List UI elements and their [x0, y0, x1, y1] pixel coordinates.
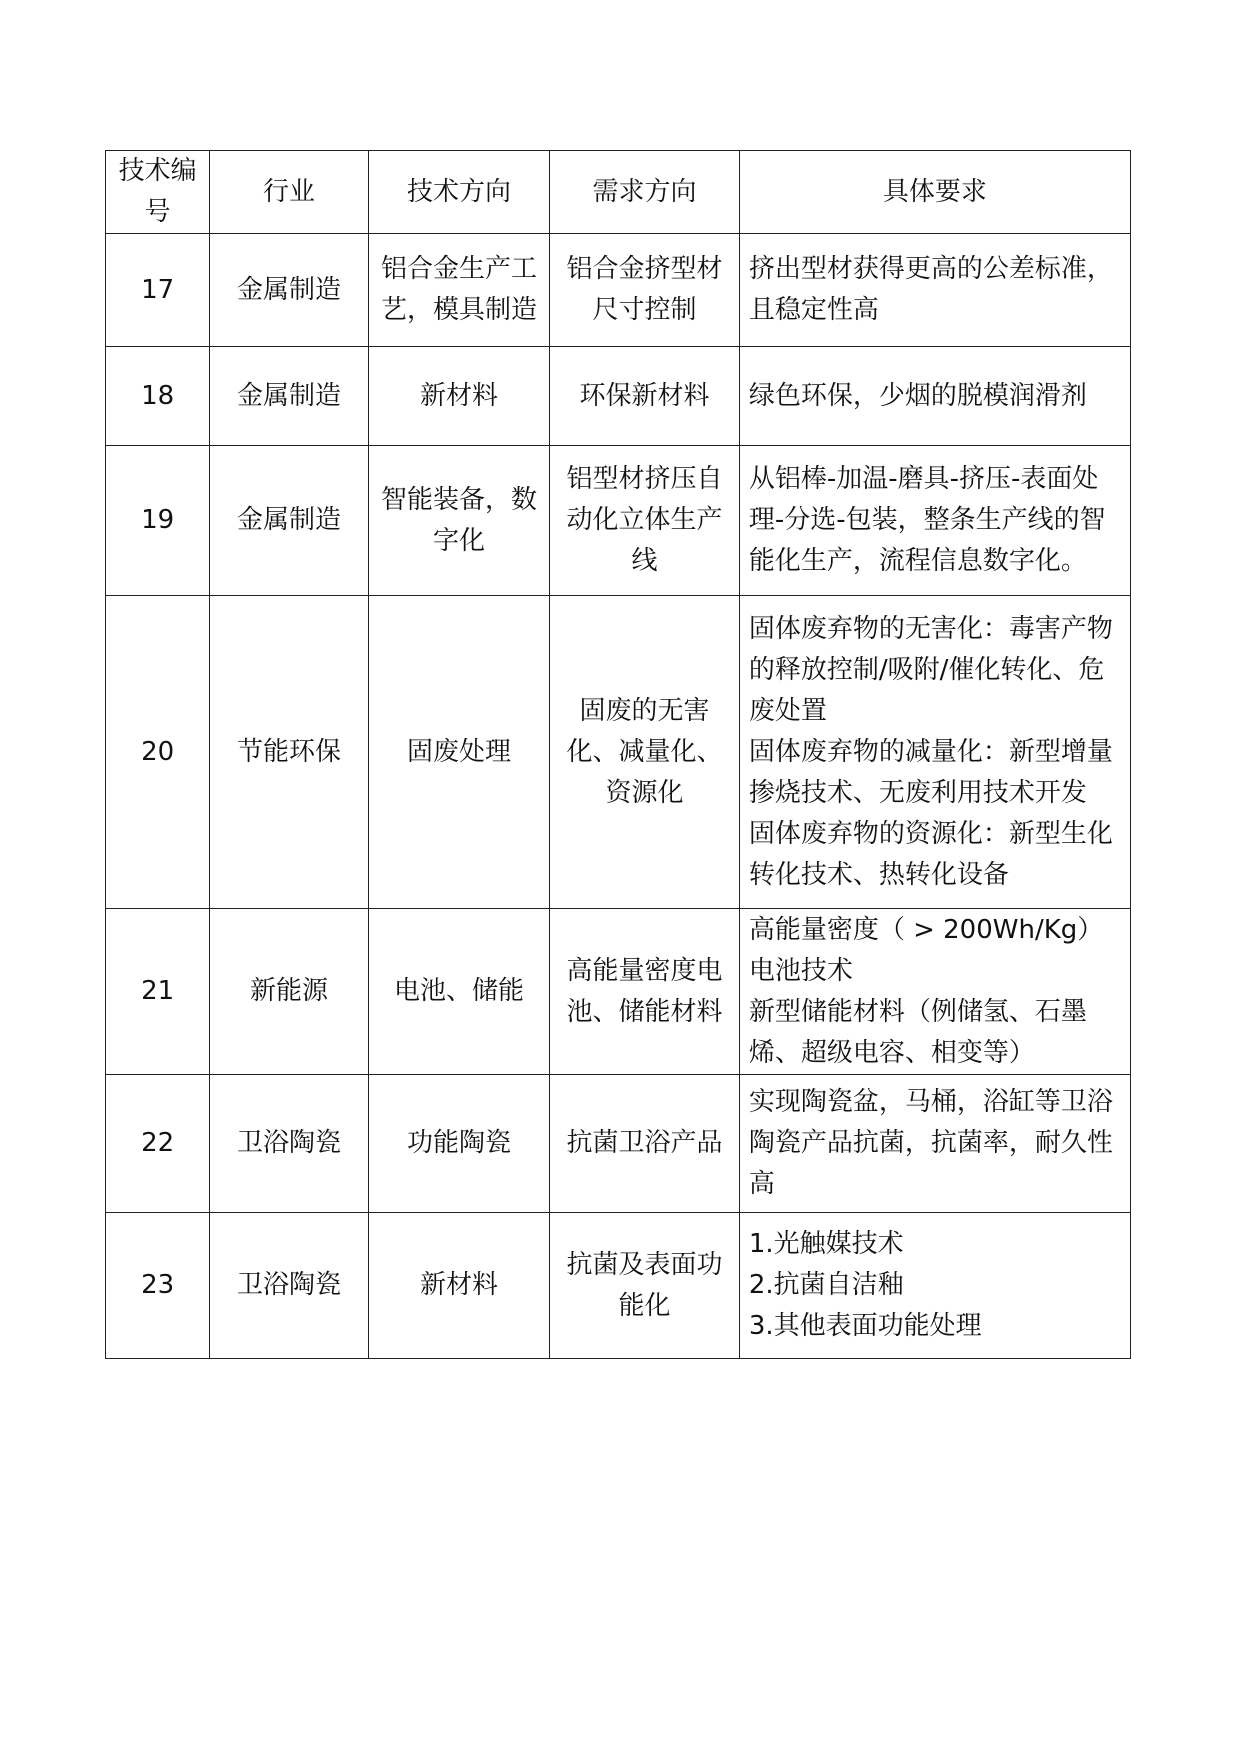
cell-industry: 金属制造 — [210, 347, 368, 446]
header-industry: 行业 — [210, 151, 368, 234]
cell-industry: 金属制造 — [210, 234, 368, 347]
cell-requirements — [739, 1075, 1130, 1213]
cell-demand-direction: 环保新材料 — [550, 347, 740, 446]
cell-demand-direction: 抗菌及表面功能化 — [550, 1213, 740, 1359]
table-row — [106, 1075, 1131, 1213]
header-row — [106, 151, 1131, 234]
cell-tech-direction: 新材料 — [368, 1213, 550, 1359]
requirement-text: 3.其他表面功能处理 — [748, 1311, 982, 1341]
cell-requirements — [739, 596, 1130, 909]
cell-demand-direction: 高能量密度电池、储能材料 — [550, 909, 740, 1075]
cell-tech-direction: 固废处理 — [368, 596, 550, 909]
requirement-text: 新型储能材料（例储氢、石墨烯、超级电容、相变等） — [748, 996, 1087, 1068]
cell-id: 21 — [106, 909, 210, 1075]
requirement-text: 高能量密度（ > 200Wh/Kg）电池技术 — [748, 914, 1104, 986]
cell-requirements — [739, 446, 1130, 596]
header-id: 技术编号 — [106, 151, 210, 234]
table-row — [106, 234, 1131, 347]
requirement-text: 实现陶瓷盆，马桶，浴缸等卫浴陶瓷产品抗菌，抗菌率，耐久性高 — [748, 1087, 1113, 1199]
requirement-text: 2.抗菌自洁釉 — [748, 1270, 904, 1300]
cell-id: 20 — [106, 596, 210, 909]
table-row — [106, 347, 1131, 446]
cell-demand-direction: 铝合金挤型材尺寸控制 — [550, 234, 740, 347]
cell-id: 18 — [106, 347, 210, 446]
table-row — [106, 446, 1131, 596]
cell-id: 17 — [106, 234, 210, 347]
technology-demand-table — [105, 150, 1131, 1359]
cell-demand-direction: 铝型材挤压自动化立体生产线 — [550, 446, 740, 596]
table-row — [106, 596, 1131, 909]
header-requirements: 具体要求 — [739, 151, 1130, 234]
requirement-text: 从铝棒-加温-磨具-挤压-表面处理-分选-包装，整条生产线的智能化生产，流程信息数字化。 — [748, 464, 1106, 576]
cell-industry: 金属制造 — [210, 446, 368, 596]
cell-requirements — [739, 1213, 1130, 1359]
cell-industry: 节能环保 — [210, 596, 368, 909]
cell-industry: 卫浴陶瓷 — [210, 1213, 368, 1359]
requirement-text: 固体废弃物的无害化：毒害产物的释放控制/吸附/催化转化、危废处置 — [748, 613, 1113, 726]
header-demand-direction: 需求方向 — [550, 151, 740, 234]
cell-requirements — [739, 234, 1130, 347]
cell-demand-direction: 抗菌卫浴产品 — [550, 1075, 740, 1213]
cell-tech-direction: 电池、储能 — [368, 909, 550, 1075]
cell-tech-direction: 铝合金生产工艺，模具制造 — [368, 234, 550, 347]
cell-demand-direction: 固废的无害化、减量化、资源化 — [550, 596, 740, 909]
cell-tech-direction: 功能陶瓷 — [368, 1075, 550, 1213]
table-row — [106, 1213, 1131, 1359]
cell-industry: 卫浴陶瓷 — [210, 1075, 368, 1213]
cell-id: 23 — [106, 1213, 210, 1359]
requirement-text: 1.光触媒技术 — [748, 1229, 904, 1259]
header-tech-direction: 技术方向 — [368, 151, 550, 234]
requirement-text: 绿色环保，少烟的脱模润滑剂 — [748, 380, 1087, 411]
cell-tech-direction: 新材料 — [368, 347, 550, 446]
requirement-text: 固体废弃物的减量化：新型增量掺烧技术、无废利用技术开发 — [748, 736, 1113, 808]
cell-id: 22 — [106, 1075, 210, 1213]
cell-industry: 新能源 — [210, 909, 368, 1075]
cell-tech-direction: 智能装备，数字化 — [368, 446, 550, 596]
requirement-text: 固体废弃物的资源化：新型生化转化技术、热转化设备 — [748, 818, 1113, 890]
cell-requirements — [739, 347, 1130, 446]
cell-id: 19 — [106, 446, 210, 596]
requirement-text: 挤出型材获得更高的公差标准，且稳定性高 — [748, 254, 1113, 325]
cell-requirements — [739, 909, 1130, 1075]
table-row — [106, 909, 1131, 1075]
